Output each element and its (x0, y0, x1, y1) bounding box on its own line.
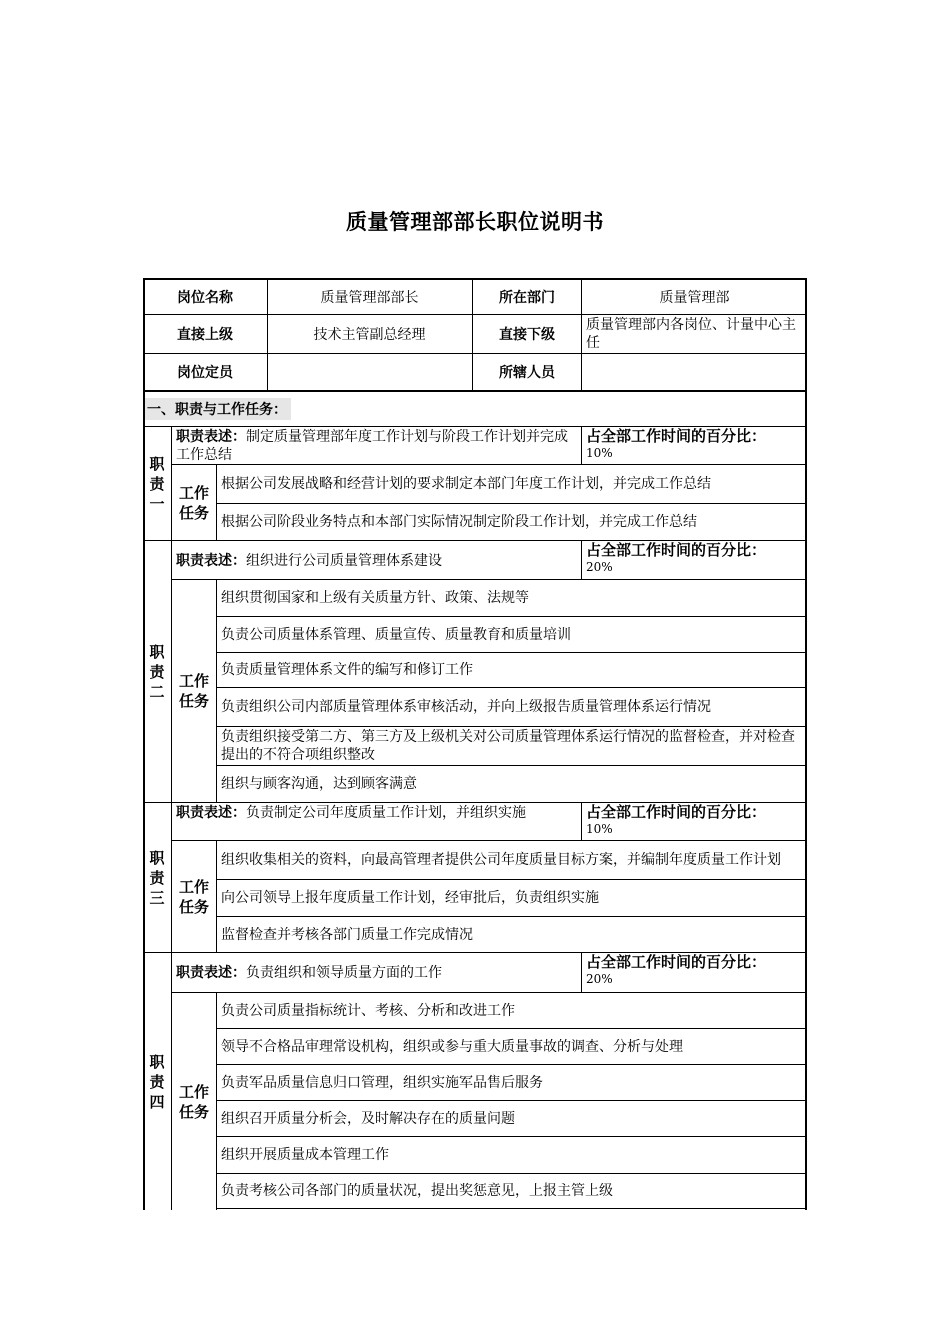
duty-3-task-3: 监督检查并考核各部门质量工作完成情况 (221, 926, 473, 943)
duty-2-percentage: 占全部工作时间的百分比： 20% (586, 541, 767, 574)
duty-4-task-4: 组织召开质量分析会，及时解决存在的质量问题 (221, 1110, 515, 1127)
duty-4-task-2: 领导不合格品审理常设机构，组织或参与重大质量事故的调查、分析与处理 (221, 1038, 683, 1055)
duty-2-task-6: 组织与顾客沟通，达到顾客满意 (221, 776, 417, 792)
grid-line (143, 952, 807, 953)
grid-line (216, 1064, 807, 1065)
grid-line (143, 353, 807, 354)
grid-line (581, 426, 582, 464)
duty-1-percentage: 占全部工作时间的百分比： 10% (586, 427, 767, 460)
grid-line (267, 278, 268, 390)
grid-line (216, 579, 217, 802)
value-subordinate-staff (582, 354, 807, 390)
table-border-left (143, 278, 145, 1210)
duty-2-description: 职责表述： 组织进行公司质量管理体系建设 (176, 552, 442, 569)
grid-line (216, 1208, 807, 1209)
label-headcount: 岗位定员 (177, 365, 233, 381)
duty-1-task-1: 根据公司发展战略和经营计划的要求制定本部门年度工作计划，并完成工作总结 (221, 476, 711, 492)
page-title: 质量管理部部长职位说明书 (346, 210, 604, 234)
grid-line (216, 1028, 807, 1029)
label-position-name: 岗位名称 (177, 290, 233, 306)
table-border-right (805, 278, 807, 1210)
duty-1-task-2: 根据公司阶段业务特点和本部门实际情况制定阶段工作计划，并完成工作总结 (221, 514, 697, 530)
grid-line (171, 840, 807, 841)
duty-4-task-6: 负责考核公司各部门的质量状况，提出奖惩意见，上报主管上级 (221, 1183, 613, 1199)
grid-line (216, 616, 807, 617)
label-subordinate-staff: 所辖人员 (499, 365, 555, 381)
table-border-top (143, 278, 807, 280)
grid-line (171, 992, 807, 993)
grid-line (216, 1173, 807, 1174)
grid-line (581, 278, 582, 390)
grid-line (171, 426, 172, 1210)
grid-line (143, 390, 807, 392)
grid-line (472, 278, 473, 390)
grid-line (143, 802, 807, 803)
grid-line (143, 314, 807, 315)
job-description-table (143, 278, 807, 1210)
duty-1-description: 职责表述：制定质量管理部年度工作计划与阶段工作计划并完成工作总结 (176, 429, 568, 463)
duty-4-task-3: 负责军品质量信息归口管理，组织实施军品售后服务 (221, 1074, 543, 1091)
grid-line (171, 579, 807, 580)
label-direct-superior: 直接上级 (177, 327, 233, 343)
grid-line (216, 464, 217, 540)
duty-2-label: 职 责 二 (149, 642, 165, 701)
duty-3-tasks-label: 工作 任务 (178, 877, 209, 916)
duty-4-tasks-label: 工作 任务 (178, 1082, 209, 1121)
grid-line (216, 879, 807, 880)
grid-line (216, 1100, 807, 1101)
grid-line (216, 687, 807, 688)
value-direct-superior: 技术主管副总经理 (313, 327, 426, 343)
label-direct-subordinate: 直接下级 (499, 327, 555, 343)
grid-line (581, 540, 582, 579)
grid-line (171, 464, 807, 465)
duty-2-task-2: 负责公司质量体系管理、质量宣传、质量教育和质量培训 (221, 626, 571, 643)
value-position-name: 质量管理部部长 (320, 290, 419, 306)
grid-line (216, 1136, 807, 1137)
duty-4-task-5: 组织开展质量成本管理工作 (221, 1147, 389, 1163)
duty-4-label: 职 责 四 (149, 1052, 165, 1111)
duty-2-tasks-label: 工作 任务 (178, 672, 209, 710)
duty-4-description: 职责表述： 负责组织和领导质量方面的工作 (176, 965, 442, 981)
grid-line (216, 765, 807, 766)
grid-line (216, 916, 807, 917)
grid-line (581, 802, 582, 840)
duty-3-label: 职 责 三 (149, 848, 165, 907)
section-title: 一、职责与工作任务： (145, 392, 545, 426)
value-headcount (267, 354, 472, 390)
duty-2-task-5: 负责组织接受第二方、第三方及上级机关对公司质量管理体系运行情况的监督检查，并对检查提出的不符合项组织整改 (221, 729, 795, 763)
grid-line (581, 952, 582, 992)
grid-line (216, 992, 217, 1210)
label-department: 所在部门 (499, 290, 555, 306)
duty-2-task-1: 组织贯彻国家和上级有关质量方针、政策、法规等 (221, 590, 529, 606)
grid-line (216, 726, 807, 727)
duty-3-percentage: 占全部工作时间的百分比： 10% (586, 803, 767, 836)
duty-1-tasks-label: 工作 任务 (178, 483, 209, 522)
duty-2-task-3: 负责质量管理体系文件的编写和修订工作 (221, 662, 473, 678)
duty-2-task-4: 负责组织公司内部质量管理体系审核活动，并向上级报告质量管理体系运行情况 (221, 699, 711, 715)
grid-line (216, 503, 807, 504)
value-direct-subordinate: 质量管理部内各岗位、计量中心主任 (586, 317, 796, 351)
grid-line (216, 652, 807, 653)
grid-line (143, 540, 807, 541)
duty-4-percentage: 占全部工作时间的百分比： 20% (586, 953, 767, 986)
duty-4-task-1: 负责公司质量指标统计、考核、分析和改进工作 (221, 1002, 515, 1019)
duty-3-description: 职责表述：负责制定公司年度质量工作计划，并组织实施 (176, 805, 526, 821)
grid-line (216, 840, 217, 952)
duty-3-task-2: 向公司领导上报年度质量工作计划，经审批后，负责组织实施 (221, 890, 599, 906)
duty-1-label: 职 责 一 (149, 454, 165, 513)
value-department: 质量管理部 (659, 290, 730, 306)
duty-3-task-1: 组织收集相关的资料，向最高管理者提供公司年度质量目标方案，并编制年度质量工作计划 (221, 852, 781, 868)
grid-line (143, 426, 807, 427)
